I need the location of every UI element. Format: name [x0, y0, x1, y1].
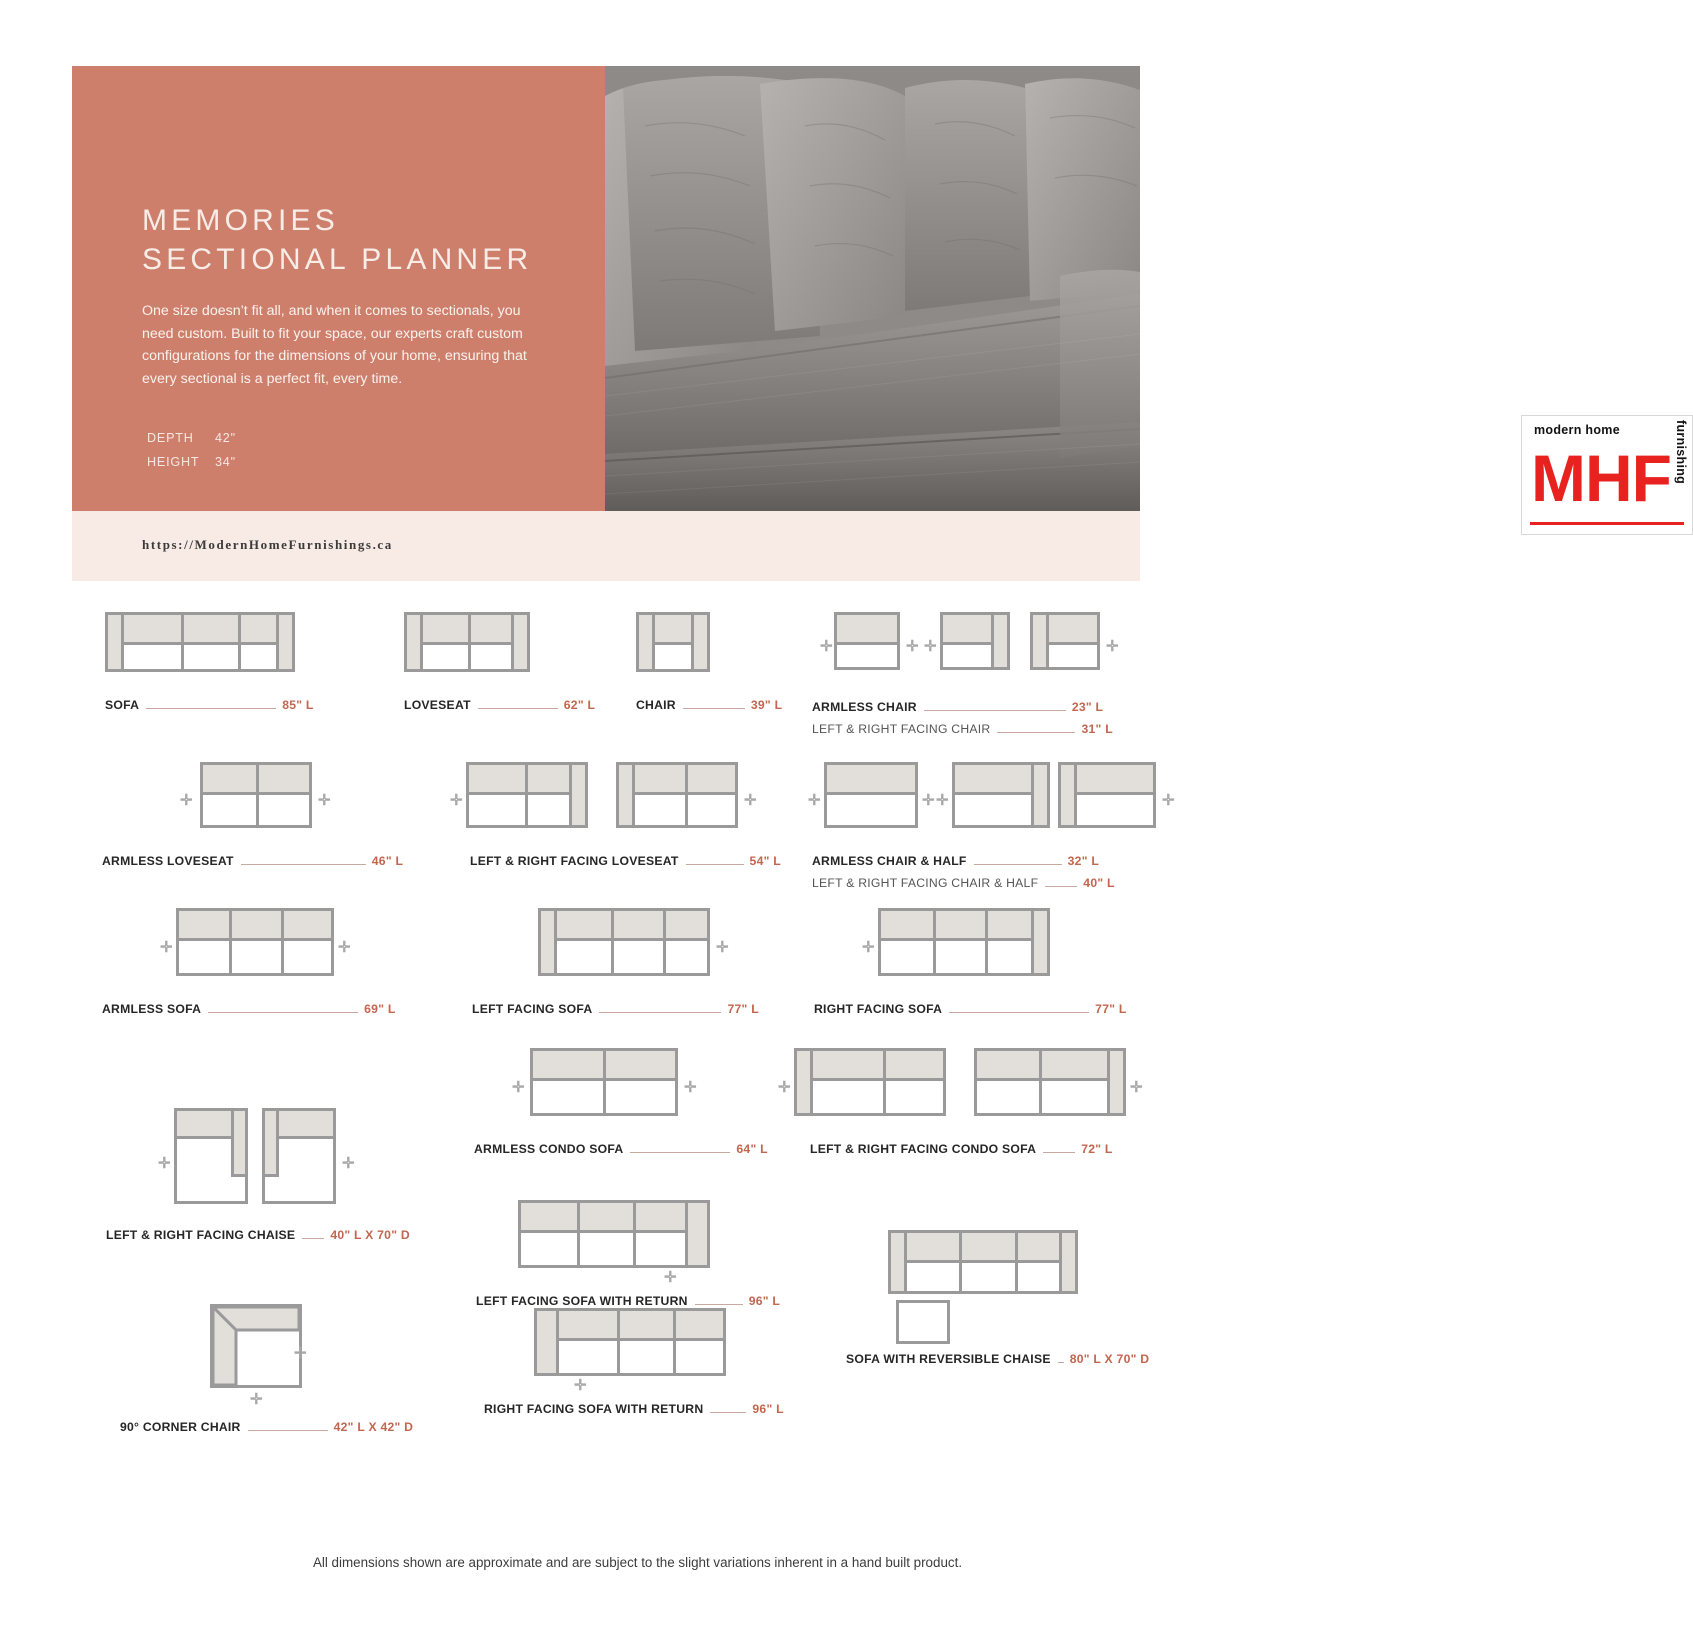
seat-divider [633, 1203, 636, 1265]
seat-divider [468, 615, 471, 669]
seat-divider [1015, 1233, 1018, 1291]
seat-divider [883, 1051, 886, 1113]
right-arm [1107, 1051, 1123, 1113]
page-title [142, 201, 572, 279]
caption-lr-facing-chaise [106, 1228, 410, 1242]
back-cushion [827, 765, 915, 795]
back-cushions [469, 765, 569, 795]
armless-condo-sofa-diagram [530, 1048, 678, 1116]
right-arm [569, 765, 585, 825]
back-cushions [557, 911, 707, 941]
value: 54" L [749, 854, 781, 868]
seat-divider [1039, 1051, 1042, 1113]
right-arm [1031, 765, 1047, 825]
value: 40" L [1083, 876, 1115, 890]
sectional-sofa-photo [605, 66, 1140, 511]
right-facing-sofa-return-diagram [534, 1308, 726, 1376]
connector-plus-icon: ✛ [664, 1269, 677, 1286]
armless-chair-diagram [834, 612, 900, 670]
back-cushions [881, 911, 1031, 941]
seat-divider [933, 911, 936, 973]
value: 69" L [364, 1002, 396, 1016]
back-cushion [1049, 615, 1097, 645]
caption-armless-loveseat [102, 854, 403, 868]
left-arm [407, 615, 423, 669]
left-facing-chair-half-diagram [952, 762, 1050, 828]
loveseat-diagram [404, 612, 530, 672]
connector-plus-icon: ✛ [318, 792, 331, 809]
hero-left-panel [72, 66, 605, 511]
label: SOFA [105, 698, 140, 712]
value: 40" L X 70" D [330, 1228, 410, 1242]
rule [974, 855, 1062, 865]
left-facing-sofa-return-diagram [518, 1200, 710, 1268]
label: ARMLESS CONDO SOFA [474, 1142, 624, 1156]
left-arm [891, 1233, 907, 1291]
seat-divider [985, 911, 988, 973]
rule [949, 1003, 1089, 1013]
rule [241, 855, 366, 865]
back-cushions [124, 615, 276, 645]
label: LOVESEAT [404, 698, 471, 712]
caption-armless-chair-half [812, 854, 1115, 868]
connector-plus-icon: ✛ [574, 1377, 587, 1394]
left-arm [797, 1051, 813, 1113]
seat-divider [611, 911, 614, 973]
seat-divider [181, 615, 184, 669]
right-facing-sofa-diagram [878, 908, 1050, 976]
seat-divider [238, 615, 241, 669]
hero-specs [147, 426, 236, 474]
back-cushions [977, 1051, 1107, 1081]
rule [1058, 1353, 1064, 1363]
caption-lr-facing-condo-sofa [810, 1142, 1113, 1156]
connector-plus-icon: ✛ [342, 1155, 355, 1172]
value: 32" L [1067, 854, 1100, 868]
value: 96" L [748, 1294, 781, 1308]
website-url[interactable]: https://ModernHomeFurnishings.ca [142, 537, 393, 552]
right-facing-chair-half-diagram [1058, 762, 1156, 828]
caption-sofa [105, 698, 314, 712]
value: 72" L [1081, 1142, 1113, 1156]
label: ARMLESS LOVESEAT [102, 854, 234, 868]
caption-lr-facing-chair [812, 722, 1113, 736]
back-cushion [955, 765, 1031, 795]
connector-plus-icon: ✛ [862, 939, 875, 956]
piece-armless-sofa [102, 908, 396, 1016]
back-cushion [177, 1111, 231, 1139]
hero-photo-panel [605, 66, 1688, 515]
rule [599, 1003, 721, 1013]
caption-left-facing-sofa [472, 1002, 759, 1016]
rule [695, 1295, 743, 1305]
value: 42" L X 42" D [333, 1420, 414, 1434]
back-cushions [559, 1311, 723, 1341]
mhf-logo [1521, 415, 1693, 535]
spec-depth [147, 426, 236, 450]
piece-sofa [105, 612, 314, 712]
label: LEFT FACING SOFA [472, 1002, 593, 1016]
connector-plus-icon: ✛ [338, 939, 351, 956]
piece-loveseat [404, 612, 595, 712]
logo-mark: MHF [1531, 441, 1671, 515]
right-facing-condo-sofa-diagram [974, 1048, 1126, 1116]
seat-divider [525, 765, 528, 825]
left-facing-sofa-diagram [538, 908, 710, 976]
right-arm [691, 615, 707, 669]
label: ARMLESS SOFA [102, 1002, 202, 1016]
title-line-2: SECTIONAL PLANNER [142, 243, 533, 276]
seat-divider [959, 1233, 962, 1291]
sofa-reversible-chaise-diagram [888, 1230, 1078, 1294]
rule [1043, 1143, 1075, 1153]
back-cushions [521, 1203, 685, 1233]
caption-lr-facing-chair-half [812, 876, 1115, 890]
hero-banner [72, 66, 1688, 515]
value: 80" L X 70" D [1069, 1352, 1150, 1366]
label: LEFT & RIGHT FACING CONDO SOFA [810, 1142, 1037, 1156]
connector-plus-icon: ✛ [1130, 1079, 1143, 1096]
seat-divider [603, 1051, 606, 1113]
label: CHAIR [636, 698, 676, 712]
seat-divider [673, 1311, 676, 1373]
connector-plus-icon: ✛ [906, 638, 919, 655]
left-facing-condo-sofa-diagram [794, 1048, 946, 1116]
connector-plus-icon: ✛ [1162, 792, 1175, 809]
rule [686, 855, 744, 865]
left-facing-chair-diagram [940, 612, 1010, 670]
rule [710, 1403, 746, 1413]
hero-description: One size doesn’t fit all, and when it comes to sectionals, you need custom. Built to fit your space, our experts craft custom configurations for the dimensions of your home, ensuring that every sectional is a perfect fit, every time. [142, 303, 527, 387]
caption-right-facing-sofa [814, 1002, 1127, 1016]
back-cushion [279, 1111, 333, 1139]
piece-lr-facing-condo-sofa [778, 1048, 1143, 1156]
spec-height [147, 450, 236, 474]
piece-left-facing-sofa-return [476, 1200, 781, 1308]
armless-chair-half-diagram [824, 762, 918, 828]
spec-depth-value: 42" [215, 431, 236, 445]
connector-plus-icon: ✛ [808, 792, 821, 809]
piece-chair [636, 612, 782, 712]
piece-right-facing-sofa-return [484, 1308, 784, 1416]
caption-armless-condo-sofa [474, 1142, 768, 1156]
right-arm [1031, 911, 1047, 973]
left-arm [108, 615, 124, 669]
right-facing-chaise-diagram [262, 1108, 336, 1204]
piece-armless-condo-sofa [474, 1048, 768, 1156]
right-arm [991, 615, 1007, 667]
value: 62" L [563, 698, 596, 712]
website-url-bar [72, 511, 1140, 581]
left-arm [541, 911, 557, 973]
left-arm [1061, 765, 1077, 825]
left-arm [1033, 615, 1049, 667]
logo-side-text: furnishing [1674, 420, 1688, 485]
back-cushion [943, 615, 991, 645]
chair-diagram [636, 612, 710, 672]
piece-lr-facing-chaise [106, 1108, 410, 1242]
return-arm [685, 1203, 707, 1265]
reversible-chaise-ottoman [896, 1300, 950, 1344]
piece-corner-chair [120, 1304, 414, 1434]
right-arm [1059, 1233, 1075, 1291]
logo-underline [1530, 522, 1684, 525]
connector-plus-icon: ✛ [250, 1391, 263, 1408]
connector-plus-icon: ✛ [716, 939, 729, 956]
connector-plus-icon: ✛ [450, 792, 463, 809]
back-cushions [179, 911, 331, 941]
caption-armless-sofa [102, 1002, 396, 1016]
armless-sofa-diagram [176, 908, 334, 976]
connector-plus-icon: ✛ [512, 1079, 525, 1096]
left-facing-chaise-diagram [174, 1108, 248, 1204]
piece-armless-chair-half-group [808, 762, 1175, 890]
right-facing-chair-diagram [1030, 612, 1100, 670]
caption-right-facing-sofa-return [484, 1402, 784, 1416]
seat-divider [256, 765, 259, 825]
value: 46" L [371, 854, 404, 868]
label: LEFT & RIGHT FACING LOVESEAT [470, 854, 679, 868]
value: 23" L [1071, 700, 1104, 714]
value: 31" L [1081, 722, 1113, 736]
logo-top-text: modern home [1534, 423, 1620, 437]
rule [1045, 877, 1077, 887]
rule [248, 1421, 328, 1431]
connector-plus-icon: ✛ [922, 792, 935, 809]
piece-left-facing-sofa [472, 908, 759, 1016]
right-facing-loveseat-diagram [616, 762, 738, 828]
spec-height-value: 34" [215, 455, 236, 469]
back-cushion [655, 615, 691, 645]
value: 39" L [750, 698, 783, 712]
caption-loveseat [404, 698, 595, 712]
value: 64" L [736, 1142, 768, 1156]
label: ARMLESS CHAIR & HALF [812, 854, 967, 868]
sectional-piece-diagrams [0, 590, 1275, 1590]
connector-plus-icon: ✛ [924, 638, 937, 655]
value: 77" L [1095, 1002, 1127, 1016]
connector-plus-icon: ✛ [778, 1079, 791, 1096]
caption-left-facing-sofa-return [476, 1294, 780, 1308]
back-cushion [1077, 765, 1153, 795]
label: LEFT & RIGHT FACING CHAIR [812, 722, 991, 736]
value: 85" L [282, 698, 314, 712]
label: LEFT & RIGHT FACING CHAISE [106, 1228, 296, 1242]
piece-right-facing-sofa [814, 908, 1127, 1016]
rule [683, 699, 745, 709]
seat-divider [685, 765, 688, 825]
rule [924, 701, 1066, 711]
label: RIGHT FACING SOFA [814, 1002, 943, 1016]
rule [302, 1229, 324, 1239]
label: LEFT FACING SOFA WITH RETURN [476, 1294, 688, 1308]
title-line-1: MEMORIES [142, 204, 339, 237]
label: LEFT & RIGHT FACING CHAIR & HALF [812, 876, 1039, 890]
connector-plus-icon: ✛ [684, 1079, 697, 1096]
left-arm [619, 765, 635, 825]
right-arm [276, 615, 292, 669]
rule [146, 699, 276, 709]
piece-lr-facing-loveseat [450, 762, 781, 868]
caption-corner-chair [120, 1420, 413, 1434]
spec-depth-label: DEPTH [147, 431, 194, 445]
back-cushions [423, 615, 511, 645]
connector-plus-icon: ✛ [1106, 638, 1119, 655]
spec-height-label: HEIGHT [147, 455, 200, 469]
right-arm [511, 615, 527, 669]
piece-armless-loveseat [102, 762, 404, 868]
rule [630, 1143, 730, 1153]
label: SOFA WITH REVERSIBLE CHAISE [846, 1352, 1051, 1366]
caption-lr-facing-loveseat [470, 854, 781, 868]
connector-plus-icon: ✛ [158, 1155, 171, 1172]
label: ARMLESS CHAIR [812, 700, 917, 714]
connector-plus-icon: ✛ [744, 792, 757, 809]
rule [478, 699, 558, 709]
chaise-arm [231, 1111, 245, 1177]
armless-loveseat-diagram [200, 762, 312, 828]
caption-sofa-reversible-chaise [846, 1352, 1149, 1366]
rule [997, 723, 1075, 733]
back-cushions [907, 1233, 1059, 1263]
connector-plus-icon: ✛ [294, 1345, 307, 1362]
value: 77" L [727, 1002, 759, 1016]
piece-armless-chair-group [812, 612, 1119, 736]
chaise-arm [265, 1111, 279, 1177]
left-arm [639, 615, 655, 669]
rule [208, 1003, 358, 1013]
piece-sofa-reversible-chaise [846, 1230, 1150, 1366]
label: 90° CORNER CHAIR [120, 1420, 241, 1434]
seat-divider [229, 911, 232, 973]
seat-divider [617, 1311, 620, 1373]
value: 96" L [752, 1402, 784, 1416]
connector-plus-icon: ✛ [936, 792, 949, 809]
corner-chair-diagram [210, 1304, 302, 1388]
caption-chair [636, 698, 782, 712]
connector-plus-icon: ✛ [180, 792, 193, 809]
back-cushion [837, 615, 897, 645]
label: RIGHT FACING SOFA WITH RETURN [484, 1402, 704, 1416]
sofa-diagram [105, 612, 295, 672]
left-facing-loveseat-diagram [466, 762, 588, 828]
connector-plus-icon: ✛ [820, 638, 833, 655]
footer-disclaimer: All dimensions shown are approximate and are subject to the slight variations inherent in a hand built product. [312, 1555, 963, 1570]
seat-divider [577, 1203, 580, 1265]
return-arm [537, 1311, 559, 1373]
back-cushions [813, 1051, 943, 1081]
seat-divider [281, 911, 284, 973]
caption-armless-chair [812, 700, 1113, 714]
seat-divider [663, 911, 666, 973]
connector-plus-icon: ✛ [160, 939, 173, 956]
